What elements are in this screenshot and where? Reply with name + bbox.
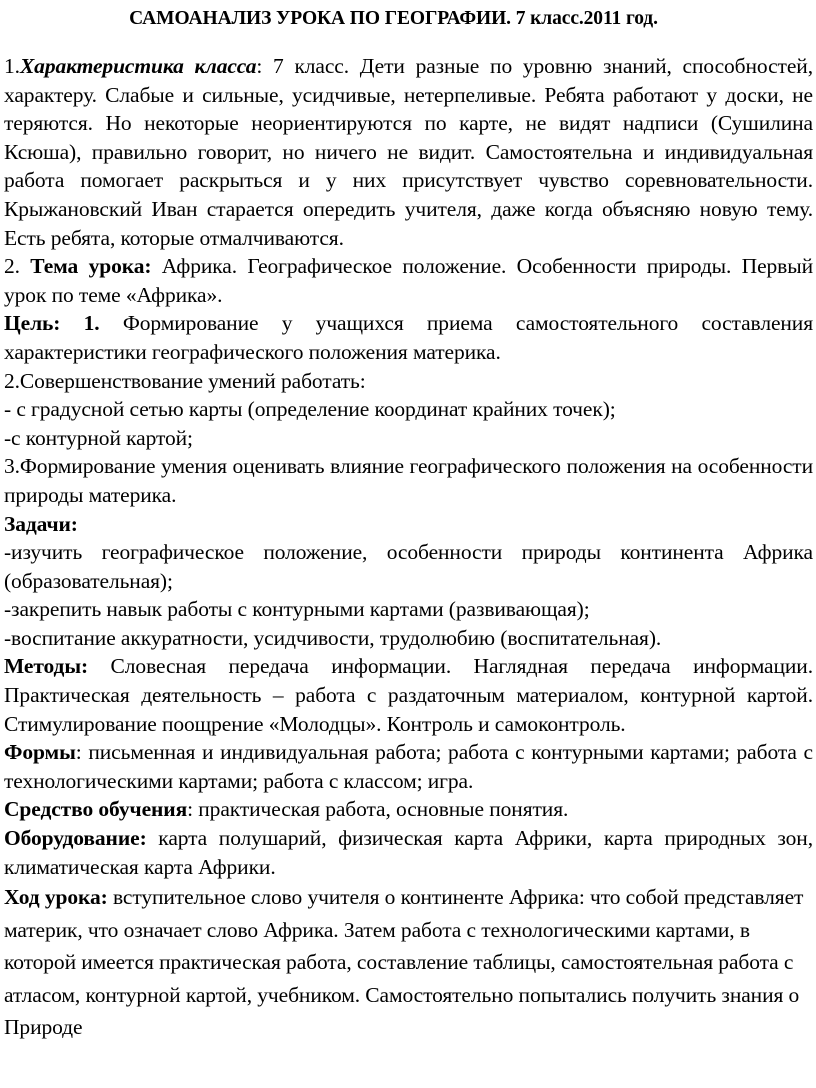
goal-label: Цель: 1. [4, 311, 100, 336]
forms-text: : письменная и индивидуальная работа; работа с контурными картами; работа с технологическими картами; работа с классом; игра. [4, 740, 813, 793]
means-paragraph [4, 795, 813, 824]
page-title: САМОАНАЛИЗ УРОКА ПО ГЕОГРАФИИ. 7 класс.2011 год. [129, 8, 658, 29]
goal-paragraph [4, 309, 813, 366]
topic-paragraph [4, 252, 813, 309]
class-text: : 7 класс. Дети разные по уровню знаний, способностей, характеру. Слабые и сильные, усидчивые, нетерпеливые. Ребята работают у доски, не теряются. Но некоторые неориентируются по карте, не видят надписи (Сушилина Ксюша), правильно говорит, но ничего не видит. Самостоятельна и индивидуальная работа помогает раскрыться и у них присутствует чувство соревновательности. Крыжановский Иван старается опередить учителя, даже когда объясняю новую тему. Есть ребята, которые отмалчиваются. [4, 54, 813, 250]
topic-label: Тема урока: [30, 254, 152, 279]
class-number: 1. [4, 54, 20, 78]
methods-paragraph [4, 652, 813, 738]
means-text: : практическая работа, основные понятия. [187, 797, 569, 822]
methods-label: Методы: [4, 654, 89, 679]
forms-paragraph [4, 738, 813, 795]
topic-text: Африка. Географическое положение. Особенности природы. Первый урок по теме «Африка». [4, 254, 813, 307]
equipment-text: карта полушарий, физическая карта Африки, карта природных зон, климатическая карта Африки. [4, 826, 813, 879]
equipment-label: Оборудование: [4, 826, 147, 851]
forms-label: Формы [4, 740, 76, 765]
goal-item-2a: - с градусной сетью карты (определение координат крайних точек); [4, 397, 616, 422]
methods-text: Словесная передача информации. Наглядная передача информации. Практическая деятельность – работа с раздаточным материалом, контурной картой. Стимулирование поощрение «Молодцы». Контроль и самоконтроль. [4, 654, 813, 736]
class-characteristics-paragraph [4, 52, 813, 252]
tasks-heading: Задачи: [4, 511, 78, 536]
topic-number: 2. [4, 254, 31, 279]
goal-item-2: 2.Совершенствование умений работать: [4, 368, 366, 393]
course-paragraph [4, 881, 813, 1044]
task-item: -закрепить навык работы с контурными картами (развивающая); [4, 597, 590, 622]
goal-text: Формирование у учащихся приема самостоятельного составления характеристики географического положения материка. [4, 311, 813, 364]
task-item: -воспитание аккуратности, усидчивости, трудолюбию (воспитательная). [4, 625, 662, 650]
course-text: вступительное слово учителя о континенте Африка: что собой представляет материк, что означает слово Африка. Затем работа с технологическими картами, в которой имеется практическая работа, составление таблицы, самостоятельная работа с атласом, контурной картой, учебником. Самостоятельно попытались получить знания о Природе [4, 885, 804, 1040]
goal-item-3: 3.Формирование умения оценивать влияние географического положения на особенности природы материка. [4, 454, 813, 507]
task-item: -изучить географическое положение, особенности природы континента Африка (образовательная); [4, 540, 813, 593]
course-label: Ход урока: [4, 885, 108, 910]
goal-item-2b: -с контурной картой; [4, 425, 193, 450]
equipment-paragraph [4, 824, 813, 881]
tasks-label [4, 510, 813, 539]
class-label: Характеристика класса [19, 54, 257, 78]
means-label: Средство обучения [4, 797, 188, 822]
